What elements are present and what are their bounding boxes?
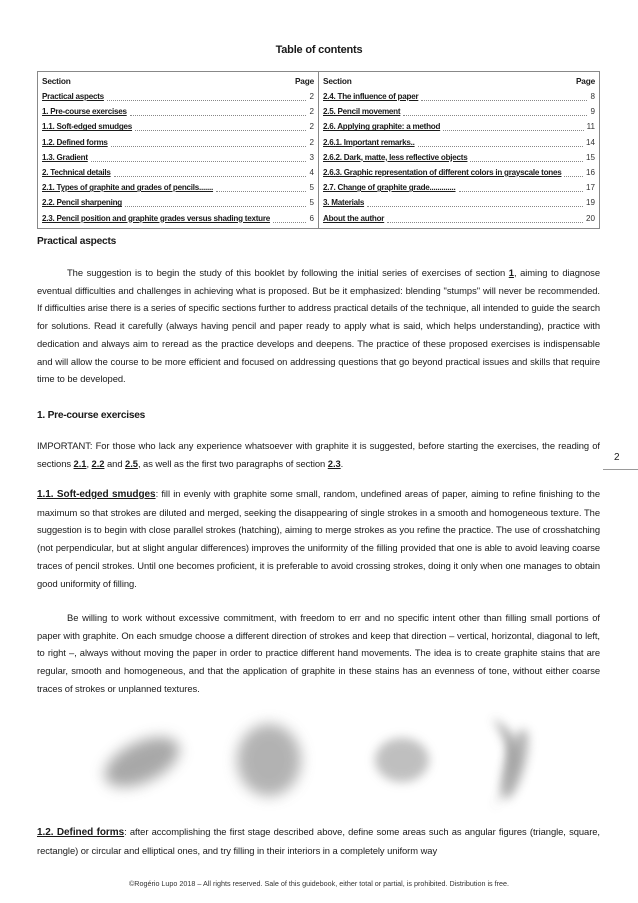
toc-entry-page: 11: [586, 122, 595, 132]
toc-entry[interactable]: [323, 104, 595, 119]
toc-entry-label[interactable]: 2.5. Pencil movement: [323, 107, 401, 117]
toc-entry-label[interactable]: 2.3. Pencil position and graphite grades versus shading texture: [42, 213, 271, 223]
paragraph-smudges-1: [37, 485, 600, 592]
toc-entry[interactable]: [42, 180, 314, 195]
toc-entry[interactable]: [42, 119, 314, 134]
toc-entry[interactable]: [323, 195, 595, 210]
subsection-heading-smudges: 1.1. Soft-edged smudges: [37, 489, 156, 500]
section-link-2-3[interactable]: 2.3: [327, 457, 341, 469]
toc-left-rows: [42, 89, 314, 226]
toc-entry[interactable]: [42, 195, 314, 210]
toc-entry-leader: [91, 153, 307, 162]
toc-entry-leader: [130, 107, 307, 116]
toc-right-rows: [323, 89, 595, 226]
text-run: : after accomplishing the first stage described above, define some areas such as angular figures (triangle, square, rectangle) or circular and elliptical ones, and try filling in their interiors in a completely uniform way: [37, 826, 600, 856]
toc-entry-page: 16: [585, 167, 595, 177]
toc-entry-label[interactable]: 2.6.1. Important remarks..: [323, 137, 415, 147]
section-link-1[interactable]: 1: [508, 267, 514, 278]
toc-entry-page: 3: [309, 152, 314, 162]
text-run: The suggestion is to begin the study of this booklet by following the initial series of exercises of section: [67, 267, 509, 278]
toc-entry[interactable]: [42, 150, 314, 165]
toc-entry-leader: [470, 153, 583, 162]
toc-entry-page: 4: [309, 167, 314, 177]
paragraph-practical: [37, 264, 600, 388]
toc-entry-leader: [111, 138, 307, 147]
toc-entry[interactable]: [323, 180, 595, 195]
toc-entry[interactable]: [42, 89, 314, 104]
smudge-4: [492, 718, 534, 810]
smudge-1: [97, 727, 186, 797]
toc-entry-leader: [418, 138, 583, 147]
toc-entry[interactable]: [323, 135, 595, 150]
toc-entry-label[interactable]: 3. Materials: [323, 198, 365, 208]
toc-entry-page: 2: [309, 137, 314, 147]
text-run: : fill in evenly with graphite some small, random, undefined areas of paper, aiming to refine finishing to the maximum so that strokes are diluted and merged, seeking the disappearing of single strokes in a smooth and homogeneous texture. The suggestion is to begin with close parallel strokes (hatching), aiming to merge strokes as you refine the practice. The use of crosshatching (not perpendicular, but at slight angular differences) improves the uniformity of the filling provided that one is able to avoid leaving coarse traces of pencil strokes. Until one becomes proficient, it is preferable to avoid crossing strokes, doing it only when one manages to obtain good uniformity of filling.: [37, 488, 600, 589]
toc-entry-page: 2: [309, 122, 314, 132]
toc-entry-label[interactable]: 1.3. Gradient: [42, 152, 88, 162]
paragraph-precourse: [37, 437, 600, 472]
toc-entry[interactable]: [323, 119, 595, 134]
toc-entry-page: 8: [590, 92, 595, 101]
toc-entry-label[interactable]: 2.7. Change of graphite grade.............: [323, 183, 456, 193]
page-number-rule: [603, 469, 638, 470]
toc-entry-leader: [273, 214, 306, 223]
toc-left-column: [38, 72, 319, 228]
toc-entry-page: 14: [585, 137, 595, 147]
toc-entry-label[interactable]: 2. Technical details: [42, 167, 111, 177]
toc-entry-leader: [421, 92, 587, 101]
toc-right-column: [319, 72, 599, 228]
toc-entry[interactable]: [323, 89, 595, 104]
toc-entry-page: 15: [585, 152, 595, 162]
toc-header-section: Section: [323, 76, 352, 86]
toc-entry-leader: [459, 183, 583, 192]
toc-entry-leader: [135, 122, 306, 131]
section-link-2-1[interactable]: 2.1: [73, 457, 87, 469]
toc-entry[interactable]: [323, 150, 595, 165]
paragraph-defined-forms: [37, 823, 600, 859]
toc-entry-label[interactable]: 2.6.2. Dark, matte, less reflective objects: [323, 152, 468, 162]
toc-entry-page: 19: [585, 198, 595, 208]
toc-entry-page: 2: [309, 92, 314, 101]
smudge-2: [237, 724, 301, 796]
toc-entry-label[interactable]: 2.6. Applying graphite: a method: [323, 122, 441, 132]
section-link-2-5[interactable]: 2.5: [125, 457, 138, 469]
smudge-3: [375, 738, 429, 782]
toc-entry-label[interactable]: 2.2. Pencil sharpening: [42, 198, 122, 208]
toc-entry-leader: [443, 122, 583, 131]
toc-entry-leader: [125, 198, 307, 207]
toc-entry-leader: [387, 214, 583, 223]
text-run: ,: [86, 457, 92, 469]
page-number: 2: [614, 452, 620, 463]
section-heading-precourse: 1. Pre-course exercises: [37, 410, 146, 421]
section-heading-practical: Practical aspects: [37, 236, 117, 247]
toc-entry-label[interactable]: 2.4. The influence of paper: [323, 92, 419, 101]
toc-entry-leader: [114, 168, 307, 177]
toc-header-page: Page: [575, 76, 595, 86]
toc-entry-page: 6: [309, 213, 314, 223]
text-run: , aiming to diagnose eventual difficulties and challenges in achieving what is proposed. But be it emphasized: blending "stumps" will never be recommended. If difficulties arise there is a series of specific sections further to address practical details of the technique, all intended to guide the search for solutions. Read it carefully (always having pencil and paper ready to apply what is said, which helps understanding), practice with dedication and always aim to reread as the practice develops and deepens. The practice of these proposed exercises is indispensable and will allow the course to be more efficient and focused on addressing questions that go beyond practical issues and skills that require time to be developed.: [37, 267, 600, 385]
toc-entry-leader: [107, 92, 307, 101]
toc-entry-leader: [403, 107, 587, 116]
toc-entry-leader: [216, 183, 306, 192]
toc-entry-page: 20: [585, 213, 595, 223]
toc-entry-label[interactable]: 1.1. Soft-edged smudges: [42, 122, 133, 132]
toc-title: Table of contents: [275, 44, 363, 56]
toc-entry[interactable]: [42, 165, 314, 180]
text-run: and: [104, 457, 126, 469]
section-link-2-2[interactable]: 2.2: [91, 457, 105, 469]
toc-entry-label[interactable]: About the author: [323, 213, 385, 223]
toc-entry[interactable]: [42, 211, 314, 226]
toc-entry[interactable]: [323, 211, 595, 226]
toc-header-section: Section: [42, 76, 71, 86]
toc-entry[interactable]: [42, 135, 314, 150]
graphite-smudges-illustration: [37, 700, 600, 830]
toc-entry[interactable]: [42, 104, 314, 119]
toc-entry-label[interactable]: 2.1. Types of graphite and grades of pencils.......: [42, 183, 214, 193]
toc-header: [42, 74, 314, 89]
toc-entry-leader: [367, 198, 583, 207]
toc-entry-label[interactable]: Practical aspects: [42, 92, 104, 101]
toc-header-page: Page: [294, 76, 314, 86]
paragraph-smudges-2: Be willing to work without excessive commitment, with freedom to err and no specific intent other than filling small portions of paper with graphite. On each smudge choose a different direction of strokes and keep that direction – vertical, horizontal, diagonal to left, to right –, always without moving the paper in order to practice different hand movements. The idea is to create graphite stains that are regular, smooth and homogeneous, and that the application of graphite in these stains has an evenness of tone, without either coarse traces of strokes or unplanned textures.: [37, 612, 600, 694]
toc-header: [323, 74, 595, 89]
toc-entry-page: 2: [309, 107, 314, 117]
footer-copyright: ©Rogério Lupo 2018 – All rights reserved. Sale of this guidebook, either total or partial, is prohibited. Distribution is free.: [128, 879, 510, 888]
toc-entry-page: 5: [309, 198, 314, 208]
toc-entry-label[interactable]: 2.6.3. Graphic representation of different colors in grayscale tones: [323, 167, 562, 177]
text-run: .: [340, 457, 344, 469]
toc-entry[interactable]: [323, 165, 595, 180]
toc-table: [37, 71, 600, 229]
toc-entry-label[interactable]: 1.2. Defined forms: [42, 137, 108, 147]
toc-entry-page: 9: [590, 107, 595, 117]
text-run: , as well as the first two paragraphs of section: [137, 457, 328, 469]
toc-entry-label[interactable]: 1. Pre-course exercises: [42, 107, 127, 117]
toc-entry-page: 17: [585, 183, 595, 193]
toc-entry-leader: [564, 168, 583, 177]
toc-entry-page: 5: [309, 183, 314, 193]
subsection-heading-defined-forms: 1.2. Defined forms: [37, 827, 125, 838]
text-run: IMPORTANT: For those who lack any experience whatsoever with graphite it is suggested, before starting the exercises, the reading of sections: [37, 440, 600, 469]
